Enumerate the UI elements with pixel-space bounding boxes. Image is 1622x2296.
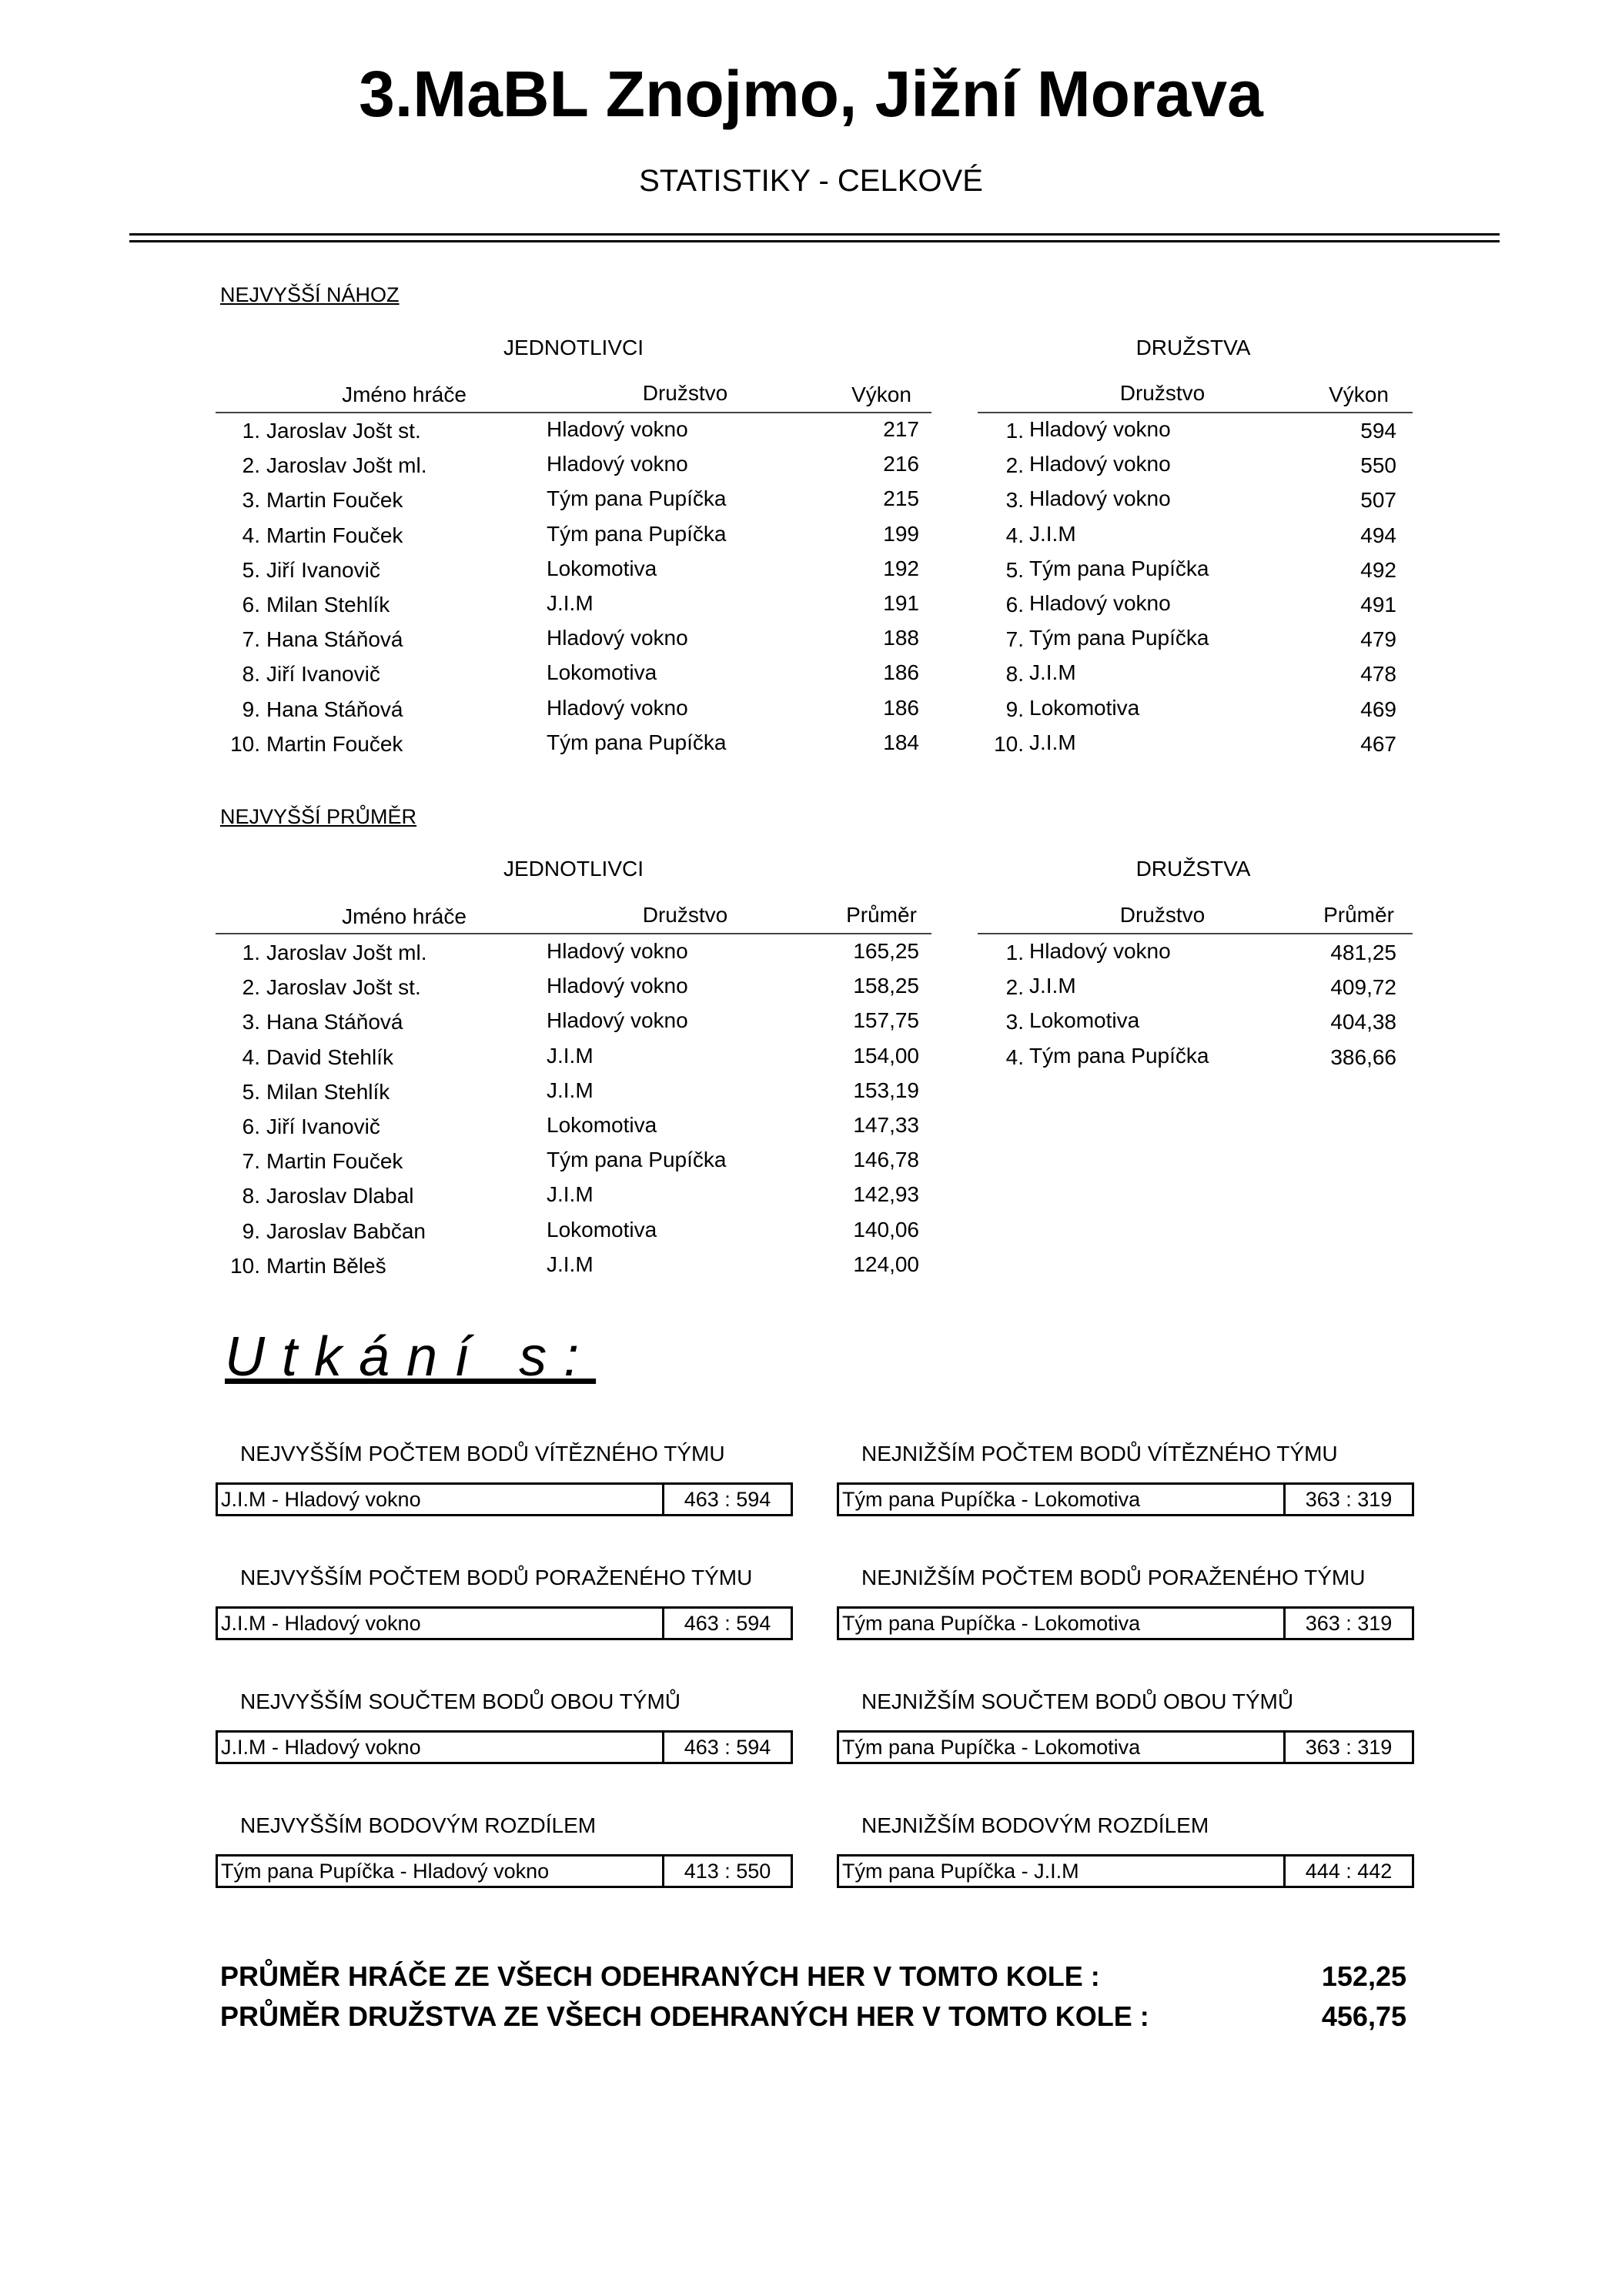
row-value: 146,78 [853, 1148, 919, 1172]
row-value: 158,25 [853, 974, 919, 998]
row-player-name: Jaroslav Jošt st. [266, 419, 421, 443]
row-team: Tým pana Pupíčka [547, 486, 727, 511]
matches-heading: Utkání s: [225, 1326, 597, 1388]
row-team: J.I.M [1029, 521, 1076, 546]
row-rank: 5. [242, 557, 260, 582]
row-value: 216 [883, 452, 919, 476]
row-team: Hladový vokno [547, 452, 688, 476]
page-subtitle: STATISTIKY - CELKOVÉ [639, 164, 983, 198]
row-value: 154,00 [853, 1043, 919, 1068]
row-rank: 6. [242, 1115, 260, 1138]
row-rank: 7. [1005, 627, 1024, 652]
column-header-team: Družstvo [642, 381, 728, 405]
group-label-individuals: JEDNOTLIVCI [503, 857, 644, 881]
match-teams: Tým pana Pupíčka - Lokomotiva [842, 1612, 1141, 1635]
row-rank: 10. [994, 731, 1024, 756]
row-team: Hladový vokno [1029, 417, 1171, 441]
row-team: Tým pana Pupíčka [1029, 1043, 1209, 1068]
match-score: 463 : 594 [662, 1733, 791, 1762]
row-rank: 7. [242, 627, 260, 652]
header-underline [216, 933, 931, 934]
match-teams: Tým pana Pupíčka - Lokomotiva [842, 1736, 1141, 1759]
row-team: J.I.M [547, 1078, 594, 1102]
row-value: 467 [1360, 731, 1396, 756]
match-score: 463 : 594 [662, 1609, 791, 1638]
row-team: Hladový vokno [547, 626, 688, 650]
match-record-label: NEJNIŽŠÍM POČTEM BODŮ PORAŽENÉHO TÝMU [861, 1566, 1366, 1589]
row-rank: 2. [1005, 975, 1024, 1000]
match-record-box [837, 1730, 1414, 1764]
row-team: Hladový vokno [1029, 486, 1171, 511]
row-rank: 4. [242, 523, 260, 547]
match-record-box [216, 1730, 793, 1764]
group-label-teams: DRUŽSTVA [1135, 857, 1251, 881]
match-record-box [216, 1606, 793, 1640]
match-record-box [216, 1854, 793, 1888]
match-record-label: NEJVYŠŠÍM SOUČTEM BODŮ OBOU TÝMŮ [240, 1689, 681, 1713]
row-value: 165,25 [853, 939, 919, 963]
row-player-name: Martin Fouček [266, 731, 403, 756]
row-rank: 9. [1005, 697, 1024, 721]
header-rule-bottom [129, 240, 1500, 242]
row-rank: 2. [1005, 453, 1024, 478]
row-player-name: Martin Běleš [266, 1253, 386, 1278]
match-teams: J.I.M - Hladový vokno [221, 1612, 421, 1635]
row-team: Lokomotiva [1029, 1008, 1140, 1033]
row-team: Lokomotiva [547, 660, 657, 685]
row-player-name: Jaroslav Jošt st. [266, 975, 421, 1000]
row-player-name: Milan Stehlík [266, 1079, 390, 1104]
row-rank: 1. [1005, 419, 1024, 443]
match-record-box [837, 1606, 1414, 1640]
row-team: Hladový vokno [1029, 452, 1171, 476]
row-team: Lokomotiva [547, 1113, 657, 1137]
row-rank: 8. [242, 1184, 260, 1208]
row-player-name: Hana Stáňová [266, 697, 403, 721]
row-player-name: Jiří Ivanovič [266, 662, 380, 687]
row-team: Hladový vokno [547, 974, 688, 998]
player-average-value: 152,25 [1321, 1960, 1406, 1992]
row-rank: 1. [242, 941, 260, 964]
match-record-label: NEJNIŽŠÍM POČTEM BODŮ VÍTĚZNÉHO TÝMU [861, 1442, 1338, 1465]
column-header-value: Průměr [1323, 903, 1394, 927]
row-rank: 2. [242, 975, 260, 1000]
row-rank: 6. [242, 593, 260, 617]
row-team: Hladový vokno [547, 695, 688, 720]
match-record-box [216, 1482, 793, 1516]
row-rank: 3. [1005, 1010, 1024, 1034]
row-player-name: Hana Stáňová [266, 1010, 403, 1034]
row-rank: 4. [1005, 1044, 1024, 1069]
match-teams: Tým pana Pupíčka - Hladový vokno [221, 1860, 550, 1883]
row-player-name: Jaroslav Dlabal [266, 1184, 414, 1208]
row-player-name: Martin Fouček [266, 523, 403, 547]
row-rank: 1. [242, 419, 260, 443]
row-value: 157,75 [853, 1008, 919, 1033]
row-player-name: Jaroslav Jošt ml. [266, 941, 427, 964]
section-heading-nahoz: NEJVYŠŠÍ NÁHOZ [220, 283, 400, 306]
row-team: J.I.M [1029, 974, 1076, 998]
row-player-name: Martin Fouček [266, 488, 403, 513]
row-rank: 1. [1005, 941, 1024, 964]
row-team: Hladový vokno [547, 939, 688, 963]
match-score: 363 : 319 [1283, 1609, 1412, 1638]
group-label-teams: DRUŽSTVA [1135, 336, 1251, 359]
row-value: 479 [1360, 627, 1396, 652]
row-value: 191 [883, 591, 919, 615]
row-value: 550 [1360, 453, 1396, 478]
match-teams: J.I.M - Hladový vokno [221, 1736, 421, 1759]
row-rank: 9. [242, 697, 260, 721]
group-label-individuals: JEDNOTLIVCI [503, 336, 644, 359]
row-value: 215 [883, 486, 919, 511]
match-score: 444 : 442 [1283, 1857, 1412, 1886]
match-score: 363 : 319 [1283, 1733, 1412, 1762]
row-rank: 8. [242, 662, 260, 687]
row-team: Hladový vokno [1029, 591, 1171, 615]
match-record-box [837, 1482, 1414, 1516]
row-value: 184 [883, 730, 919, 754]
header-underline [216, 412, 931, 413]
player-average-label: PRŮMĚR HRÁČE ZE VŠECH ODEHRANÝCH HER V TOMTO KOLE : [220, 1960, 1100, 1992]
row-rank: 3. [242, 488, 260, 513]
row-team: Lokomotiva [1029, 695, 1140, 720]
match-score: 413 : 550 [662, 1857, 791, 1886]
column-header-value: Průměr [846, 903, 917, 927]
row-team: J.I.M [547, 591, 594, 615]
row-value: 481,25 [1330, 941, 1396, 964]
row-value: 140,06 [853, 1217, 919, 1242]
column-header-team: Družstvo [1119, 903, 1206, 927]
row-value: 142,93 [853, 1182, 919, 1207]
row-player-name: Hana Stáňová [266, 627, 403, 652]
row-rank: 10. [230, 1253, 260, 1278]
row-rank: 9. [242, 1218, 260, 1243]
match-record-label: NEJVYŠŠÍM POČTEM BODŮ PORAŽENÉHO TÝMU [240, 1566, 753, 1589]
row-team: Hladový vokno [1029, 939, 1171, 963]
row-rank: 3. [1005, 488, 1024, 513]
match-teams: Tým pana Pupíčka - Lokomotiva [842, 1488, 1141, 1511]
match-score: 463 : 594 [662, 1485, 791, 1514]
team-average-label: PRŮMĚR DRUŽSTVA ZE VŠECH ODEHRANÝCH HER V TOMTO KOLE : [220, 2000, 1149, 2032]
row-team: Tým pana Pupíčka [547, 521, 727, 546]
row-player-name: Jiří Ivanovič [266, 1115, 380, 1138]
section-heading-prumer: NEJVYŠŠÍ PRŮMĚR [220, 805, 417, 828]
column-header-team: Družstvo [1119, 381, 1206, 405]
header-underline [978, 412, 1413, 413]
row-value: 217 [883, 417, 919, 441]
column-header-value: Výkon [851, 383, 911, 406]
row-value: 186 [883, 695, 919, 720]
row-value: 494 [1360, 523, 1396, 547]
row-team: Tým pana Pupíčka [1029, 556, 1209, 580]
row-team: Hladový vokno [547, 1008, 688, 1033]
header-underline [978, 933, 1413, 934]
match-record-label: NEJNIŽŠÍM BODOVÝM ROZDÍLEM [861, 1813, 1209, 1837]
row-value: 491 [1360, 593, 1396, 617]
row-rank: 7. [242, 1149, 260, 1174]
row-value: 594 [1360, 419, 1396, 443]
column-header-player: Jméno hráče [342, 383, 467, 406]
row-rank: 5. [1005, 557, 1024, 582]
row-player-name: Milan Stehlík [266, 593, 390, 617]
row-team: Lokomotiva [547, 556, 657, 580]
match-teams: J.I.M - Hladový vokno [221, 1488, 421, 1511]
row-player-name: David Stehlík [266, 1044, 393, 1069]
row-value: 409,72 [1330, 975, 1396, 1000]
row-value: 492 [1360, 557, 1396, 582]
match-score: 363 : 319 [1283, 1485, 1412, 1514]
row-rank: 5. [242, 1079, 260, 1104]
column-header-player: Jméno hráče [342, 904, 467, 928]
row-team: Lokomotiva [547, 1217, 657, 1242]
row-value: 199 [883, 521, 919, 546]
row-value: 469 [1360, 697, 1396, 721]
match-record-label: NEJVYŠŠÍM BODOVÝM ROZDÍLEM [240, 1813, 597, 1837]
row-value: 147,33 [853, 1113, 919, 1137]
row-value: 192 [883, 556, 919, 580]
row-rank: 10. [230, 731, 260, 756]
row-player-name: Jaroslav Babčan [266, 1218, 426, 1243]
row-rank: 4. [242, 1044, 260, 1069]
row-rank: 4. [1005, 523, 1024, 547]
row-value: 188 [883, 626, 919, 650]
row-rank: 6. [1005, 593, 1024, 617]
row-rank: 2. [242, 453, 260, 478]
column-header-value: Výkon [1329, 383, 1389, 406]
row-player-name: Jaroslav Jošt ml. [266, 453, 427, 478]
page-title: 3.MaBL Znojmo, Jižní Morava [359, 58, 1263, 130]
row-team: J.I.M [1029, 660, 1076, 685]
row-team: J.I.M [547, 1182, 594, 1207]
match-teams: Tým pana Pupíčka - J.I.M [842, 1860, 1079, 1883]
row-value: 153,19 [853, 1078, 919, 1102]
row-team: J.I.M [1029, 730, 1076, 754]
row-team: J.I.M [547, 1043, 594, 1068]
row-player-name: Martin Fouček [266, 1149, 403, 1174]
row-team: J.I.M [547, 1252, 594, 1276]
row-value: 507 [1360, 488, 1396, 513]
match-record-label: NEJVYŠŠÍM POČTEM BODŮ VÍTĚZNÉHO TÝMU [240, 1442, 725, 1465]
row-value: 478 [1360, 662, 1396, 687]
header-rule-top [129, 233, 1500, 236]
row-value: 124,00 [853, 1252, 919, 1276]
row-player-name: Jiří Ivanovič [266, 557, 380, 582]
team-average-value: 456,75 [1321, 2000, 1406, 2032]
row-rank: 8. [1005, 662, 1024, 687]
column-header-team: Družstvo [642, 903, 728, 927]
row-rank: 3. [242, 1010, 260, 1034]
row-team: Hladový vokno [547, 417, 688, 441]
match-record-label: NEJNIŽŠÍM SOUČTEM BODŮ OBOU TÝMŮ [861, 1689, 1294, 1713]
match-record-box [837, 1854, 1414, 1888]
row-value: 404,38 [1330, 1010, 1396, 1034]
row-value: 386,66 [1330, 1044, 1396, 1069]
row-value: 186 [883, 660, 919, 685]
row-team: Tým pana Pupíčka [547, 1148, 727, 1172]
row-team: Tým pana Pupíčka [1029, 626, 1209, 650]
row-team: Tým pana Pupíčka [547, 730, 727, 754]
